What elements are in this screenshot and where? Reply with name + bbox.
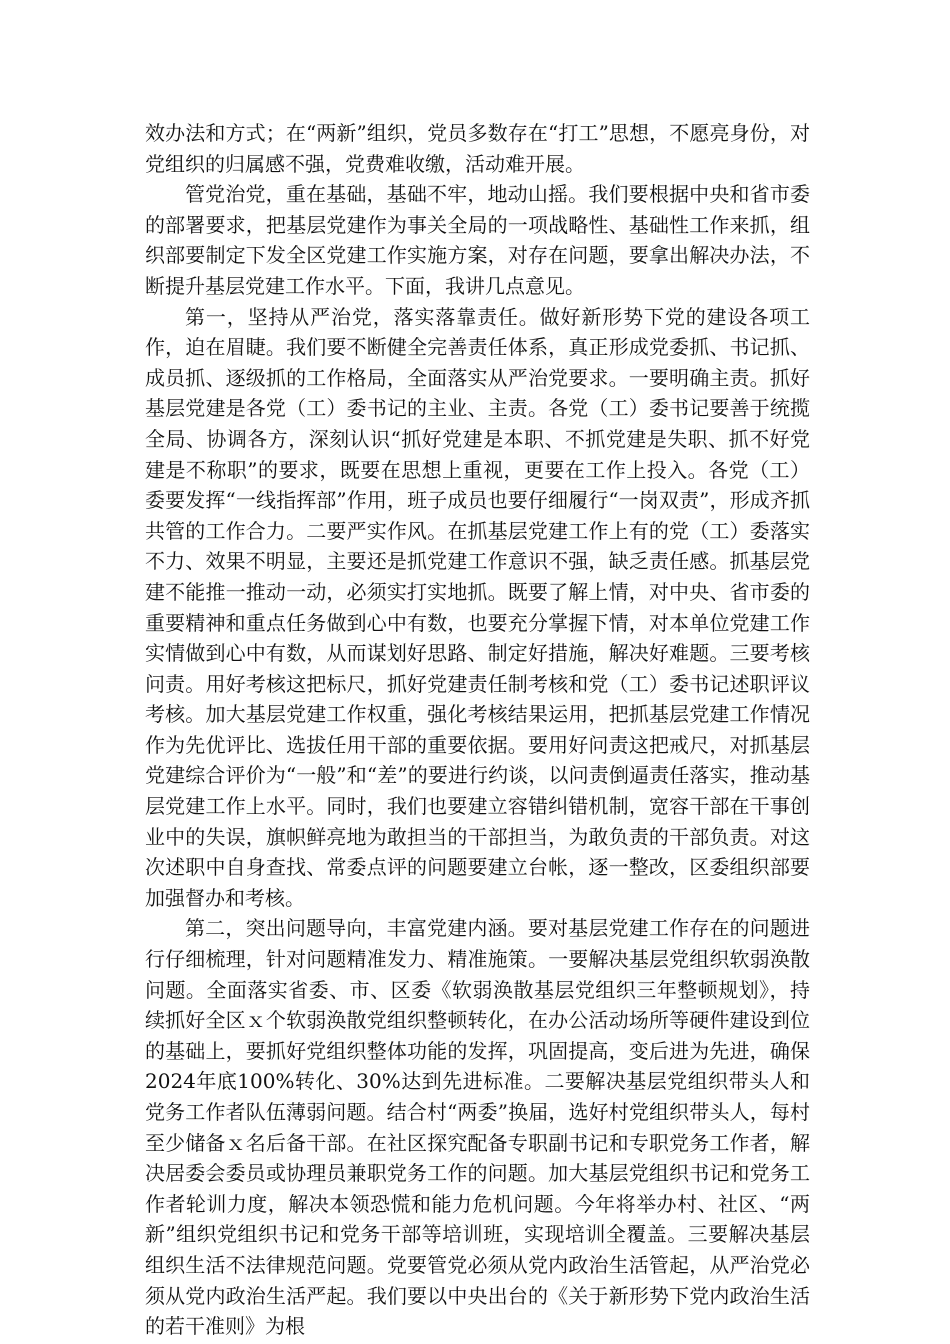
paragraph-3: 第一，坚持从严治党，落实落靠责任。做好新形势下党的建设各项工作，迫在眉睫。我们要不断健全完善责任体系，真正形成党委抓、书记抓、成员抓、逐级抓的工作格局，全面落实从严治党要求。一要明确主责。抓好基层党建是各党（工）委书记的主业、主责。各党（工）委书记要善于统揽全局、协调各方，深刻认识“抓好党建是本职、不抓党建是失职、抓不好党建是不称职”的要求，既要在思想上重视，更要在工作上投入。各党（工）委要发挥“一线指挥部”作用，班子成员也要仔细履行“一岗双责”，形成齐抓共管的工作合力。二要严实作风。在抓基层党建工作上有的党（工）委落实不力、效果不明显，主要还是抓党建工作意识不强，缺乏责任感。抓基层党建不能推一推动一动，必须实打实地抓。既要了解上情，对中央、省市委的重要精神和重点任务做到心中有数，也要充分掌握下情，对本单位党建工作实情做到心中有数，从而谋划好思路、制定好措施，解决好难题。三要考核问责。用好考核这把标尺，抓好党建责任制考核和党（工）委书记述职评议考核。加大基层党建工作权重，强化考核结果运用，把抓基层党建工作情况作为先优评比、选拔任用干部的重要依据。要用好问责这把戒尺，对抓基层党建综合评价为“一般”和“差”的要进行约谈，以问责倒逼责任落实，推动基层党建工作上水平。同时，我们也要建立容错纠错机制，宽容干部在干事创业中的失误，旗帜鲜亮地为敢担当的干部担当，为敢负责的干部负责。对这次述职中自身查找、常委点评的问题要建立台帐，逐一整改，区委组织部要加强督办和考核。 (145, 304, 810, 910)
paragraph-2: 管党治党，重在基础，基础不牢，地动山摇。我们要根据中央和省市委的部署要求，把基层党建作为事关全局的一项战略性、基础性工作来抓，组织部要制定下发全区党建工作实施方案，对存在问题，要拿出解决办法，不断提升基层党建工作水平。下面，我讲几点意见。 (145, 182, 810, 298)
document-page (145, 118, 810, 1342)
paragraph-1: 效办法和方式；在“两新”组织，党员多数存在“打工”思想，不愿亮身份，对党组织的归属感不强，党费难收缴，活动难开展。 (145, 121, 810, 176)
paragraph-4: 第二，突出问题导向，丰富党建内涵。要对基层党建工作存在的问题进行仔细梳理，针对问题精准发力、精准施策。一要解决基层党组织软弱涣散问题。全面落实省委、市、区委《软弱涣散基层党组织三年整顿规划》，持续抓好全区ｘ个软弱涣散党组织整顿转化，在办公活动场所等硬件建设到位的基础上，要抓好党组织整体功能的发挥，巩固提高，变后进为先进，确保2024年底100%转化、30%达到先进标准。二要解决基层党组织带头人和党务工作者队伍薄弱问题。结合村“两委”换届，选好村党组织带头人，每村至少储备ｘ名后备干部。在社区探究配备专职副书记和专职党务工作者，解决居委会委员或协理员兼职党务工作的问题。加大基层党组织书记和党务工作者轮训力度，解决本领恐慌和能力危机问题。今年将举办村、社区、“两新”组织党组织书记和党务干部等培训班，实现培训全覆盖。三要解决基层组织生活不法律规范问题。党要管党必须从党内政治生活管起，从严治党必须从党内政治生活严起。我们要以中央出台的《关于新形势下党内政治生活的若干准则》为根 (145, 916, 810, 1339)
